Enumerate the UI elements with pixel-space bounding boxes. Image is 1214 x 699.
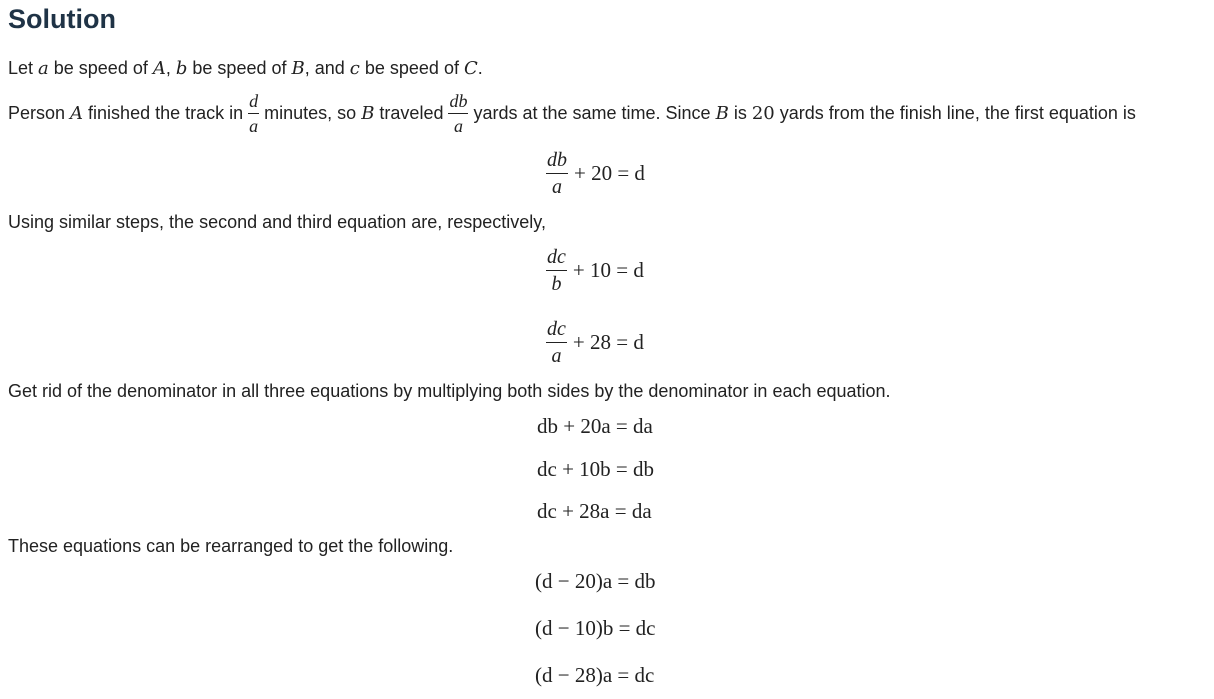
text-segment: finished the track in: [83, 103, 249, 123]
equation-3: [546, 319, 644, 366]
text-segment: .: [477, 58, 483, 78]
math-number: 20: [751, 103, 775, 124]
equation-tail: + 28 = d: [572, 330, 644, 354]
fraction-denominator: a: [552, 176, 562, 198]
fraction-dc-over-a: [546, 319, 567, 366]
fraction-numerator: d: [248, 92, 259, 114]
text-segment: yards at the same time. Since: [468, 103, 716, 123]
text-segment: ,: [165, 58, 176, 78]
fraction-denominator: a: [551, 345, 562, 367]
equation-8: (d − 10)b = dc: [535, 616, 656, 640]
equation-6: dc + 28a = da: [537, 499, 652, 523]
fraction-denominator: a: [453, 116, 463, 136]
math-var: A: [152, 58, 166, 79]
fraction-db-over-a: [448, 92, 468, 135]
math-var: A: [70, 103, 84, 124]
fraction-numerator: db: [546, 150, 568, 174]
math-var: c: [349, 58, 360, 79]
text-segment: is: [728, 103, 752, 123]
text-segment: Person: [8, 103, 71, 123]
text-segment: be speed of: [187, 58, 292, 78]
math-var: C: [463, 58, 478, 79]
rearranged-paragraph: These equations can be rearranged to get the following.: [8, 536, 454, 556]
math-var: B: [715, 103, 729, 124]
text-segment: be speed of: [359, 58, 464, 78]
text-segment: minutes, so: [259, 103, 362, 123]
fraction-numerator: db: [448, 92, 468, 114]
math-var: a: [38, 58, 49, 79]
equation-4: db + 20a = da: [537, 414, 653, 438]
fraction-dc-over-b: [546, 247, 567, 294]
equation-tail: + 20 = d: [574, 161, 645, 185]
fraction-denominator: b: [551, 273, 562, 295]
denominator-paragraph: Get rid of the denominator in all three equations by multiplying both sides by the denominator in each equation.: [8, 381, 891, 401]
equation-1: [546, 150, 645, 197]
equation-7: (d − 20)a = db: [535, 569, 656, 593]
fraction-numerator: dc: [546, 319, 567, 343]
fraction-d-over-a: [248, 92, 259, 135]
math-var: B: [361, 103, 375, 124]
explanation-paragraph: [8, 92, 1136, 135]
text-segment: be speed of: [48, 58, 153, 78]
equation-2: [546, 247, 644, 294]
text-segment: yards from the finish line, the first equation is: [774, 103, 1136, 123]
fraction-db-over-a: [546, 150, 568, 197]
math-var: b: [175, 58, 188, 79]
solution-heading: Solution: [8, 4, 116, 34]
equation-9: (d − 28)a = dc: [535, 663, 655, 687]
equation-5: dc + 10b = db: [537, 457, 655, 481]
text-segment: , and: [304, 58, 350, 78]
equation-tail: + 10 = d: [572, 258, 644, 282]
fraction-numerator: dc: [546, 247, 567, 271]
text-segment: Let: [8, 58, 39, 78]
similar-steps-paragraph: Using similar steps, the second and third equation are, respectively,: [8, 212, 546, 232]
math-var: B: [291, 58, 305, 79]
intro-paragraph: [8, 58, 483, 79]
fraction-denominator: a: [249, 116, 259, 136]
text-segment: traveled: [374, 103, 449, 123]
